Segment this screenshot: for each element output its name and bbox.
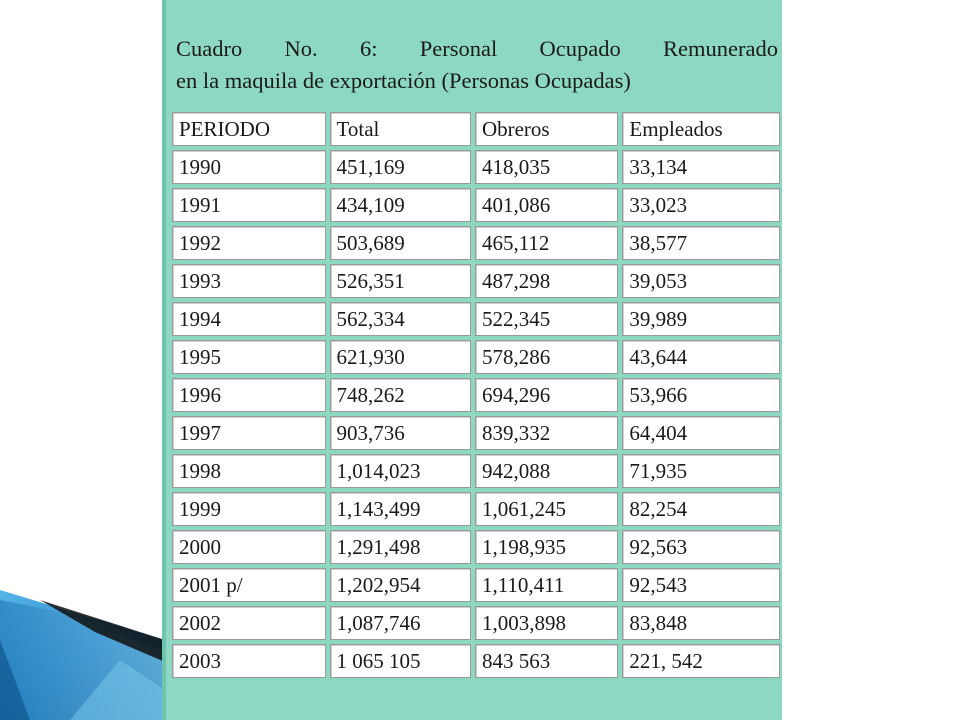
- table-row: [172, 264, 780, 298]
- cell-obreros: 401,086: [475, 188, 618, 222]
- cell-periodo: 1991: [172, 188, 326, 222]
- cell-periodo: 1996: [172, 378, 326, 412]
- cell-obreros: 578,286: [475, 340, 618, 374]
- cell-periodo: 2000: [172, 530, 326, 564]
- header-empleados: Empleados: [622, 112, 780, 146]
- table-row: [172, 302, 780, 336]
- cell-obreros: 1,110,411: [475, 568, 618, 602]
- cell-periodo: 1995: [172, 340, 326, 374]
- cell-total: 1,087,746: [330, 606, 471, 640]
- cell-total: 562,334: [330, 302, 471, 336]
- cell-periodo: 2003: [172, 644, 326, 678]
- cell-obreros: 1,061,245: [475, 492, 618, 526]
- cell-obreros: 1,003,898: [475, 606, 618, 640]
- cell-periodo: 1997: [172, 416, 326, 450]
- cell-empleados: 92,563: [622, 530, 780, 564]
- cell-empleados: 64,404: [622, 416, 780, 450]
- cell-empleados: 39,989: [622, 302, 780, 336]
- cell-obreros: 1,198,935: [475, 530, 618, 564]
- table-row: [172, 530, 780, 564]
- cell-empleados: 221, 542: [622, 644, 780, 678]
- cell-obreros: 694,296: [475, 378, 618, 412]
- cell-obreros: 839,332: [475, 416, 618, 450]
- cell-empleados: 82,254: [622, 492, 780, 526]
- header-obreros: Obreros: [475, 112, 618, 146]
- cell-obreros: 465,112: [475, 226, 618, 260]
- cell-periodo: 2002: [172, 606, 326, 640]
- cell-obreros: 418,035: [475, 150, 618, 184]
- cell-total: 1,202,954: [330, 568, 471, 602]
- table-row: [172, 454, 780, 488]
- table-header-row: [172, 112, 780, 146]
- cell-empleados: 92,543: [622, 568, 780, 602]
- cell-empleados: 33,134: [622, 150, 780, 184]
- cell-total: 748,262: [330, 378, 471, 412]
- table-row: [172, 644, 780, 678]
- table-row: [172, 150, 780, 184]
- table-row: [172, 492, 780, 526]
- header-total: Total: [330, 112, 471, 146]
- cell-empleados: 53,966: [622, 378, 780, 412]
- table-row: [172, 340, 780, 374]
- cell-periodo: 1993: [172, 264, 326, 298]
- cell-periodo: 1998: [172, 454, 326, 488]
- cell-total: 434,109: [330, 188, 471, 222]
- table-row: [172, 188, 780, 222]
- cell-obreros: 487,298: [475, 264, 618, 298]
- cell-empleados: 38,577: [622, 226, 780, 260]
- cell-empleados: 39,053: [622, 264, 780, 298]
- cell-total: 621,930: [330, 340, 471, 374]
- employment-table: [168, 108, 782, 682]
- cell-periodo: 1999: [172, 492, 326, 526]
- cell-total: 1,014,023: [330, 454, 471, 488]
- cell-empleados: 71,935: [622, 454, 780, 488]
- table-caption: [176, 33, 778, 97]
- cell-empleados: 43,644: [622, 340, 780, 374]
- cell-total: 1,291,498: [330, 530, 471, 564]
- cell-total: 526,351: [330, 264, 471, 298]
- cell-periodo: 1990: [172, 150, 326, 184]
- cell-total: 1,143,499: [330, 492, 471, 526]
- caption-line-2: en la maquila de exportación (Personas Ocupadas): [176, 68, 631, 93]
- cell-obreros: 843 563: [475, 644, 618, 678]
- cell-periodo: 1992: [172, 226, 326, 260]
- caption-line-1: Cuadro No. 6: Personal Ocupado Remunerado: [176, 36, 778, 61]
- cell-total: 1 065 105: [330, 644, 471, 678]
- table-row: [172, 416, 780, 450]
- cell-total: 903,736: [330, 416, 471, 450]
- cell-empleados: 83,848: [622, 606, 780, 640]
- cell-obreros: 522,345: [475, 302, 618, 336]
- header-periodo: PERIODO: [172, 112, 326, 146]
- cell-obreros: 942,088: [475, 454, 618, 488]
- cell-total: 503,689: [330, 226, 471, 260]
- table-row: [172, 606, 780, 640]
- cell-empleados: 33,023: [622, 188, 780, 222]
- cell-total: 451,169: [330, 150, 471, 184]
- table-row: [172, 378, 780, 412]
- cell-periodo: 2001 p/: [172, 568, 326, 602]
- table-row: [172, 568, 780, 602]
- cell-periodo: 1994: [172, 302, 326, 336]
- table-row: [172, 226, 780, 260]
- table-panel: [162, 0, 782, 720]
